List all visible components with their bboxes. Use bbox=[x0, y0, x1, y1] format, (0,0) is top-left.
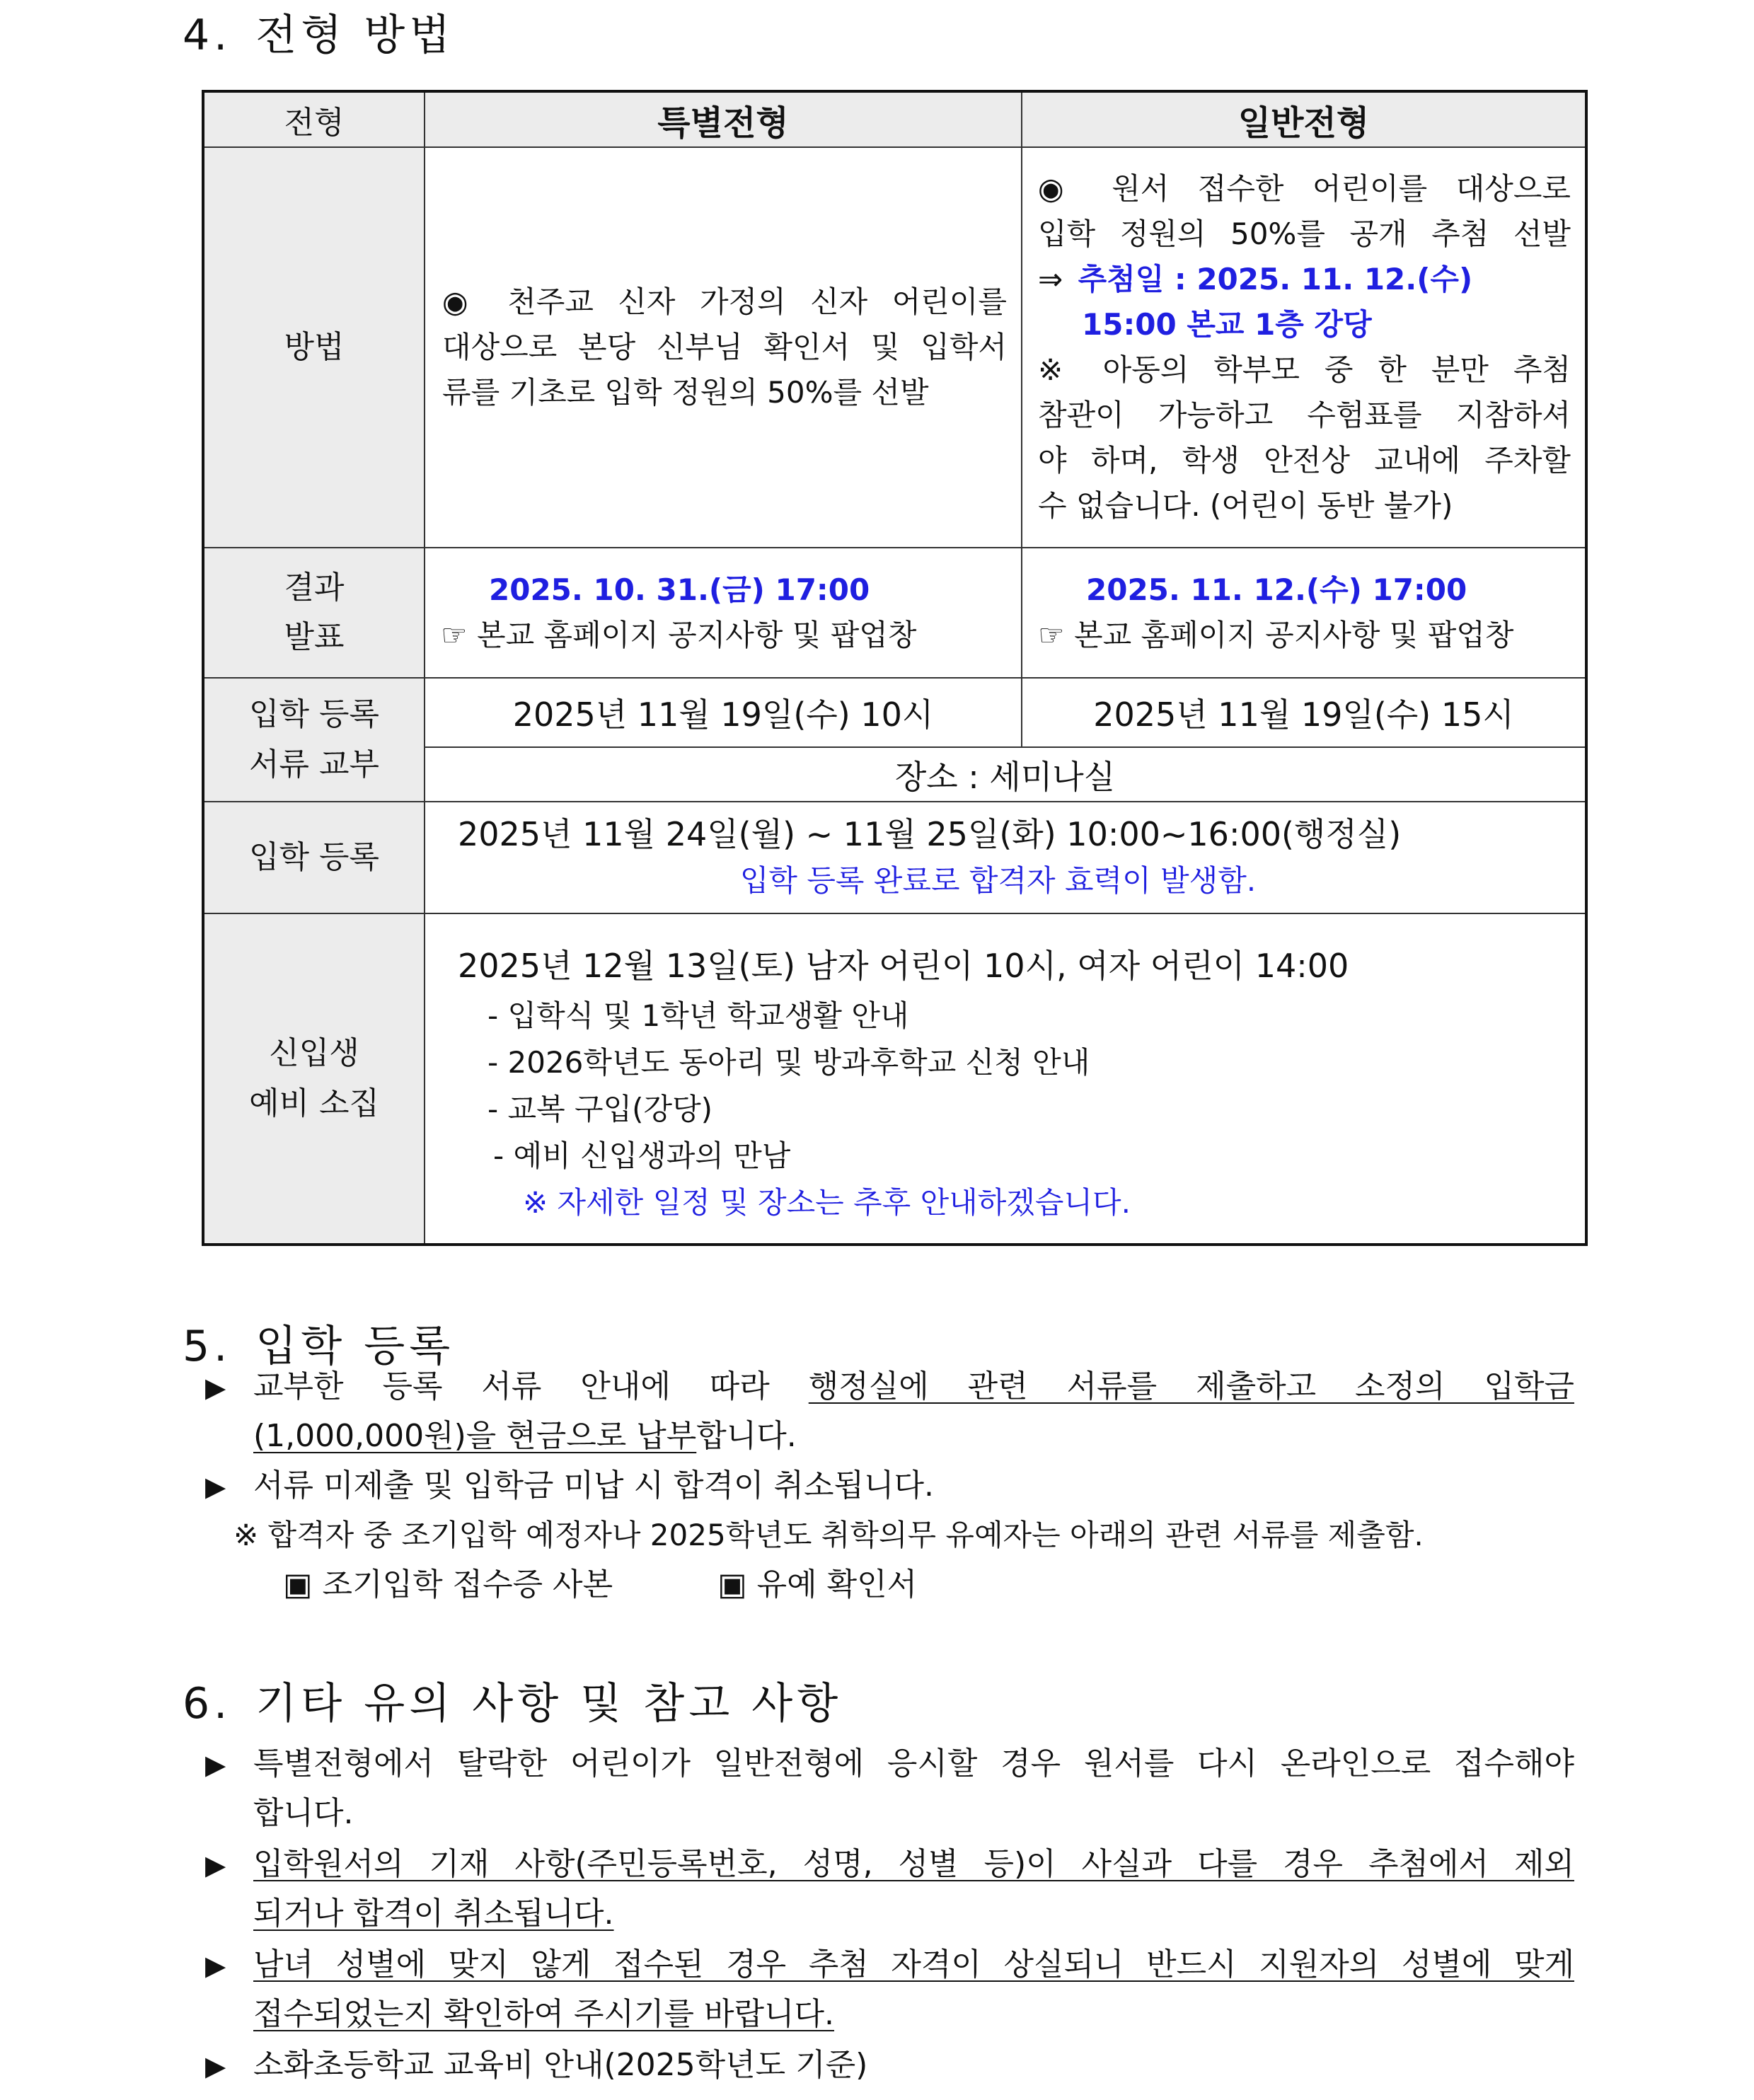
bullet-arrow-icon: ▶ bbox=[205, 2050, 226, 2082]
arrow-symbol: ⇒ bbox=[1038, 262, 1063, 296]
section-4-number: 4. bbox=[183, 11, 232, 60]
header-special: 특별전형 bbox=[425, 91, 1022, 147]
documents-label-line: 서류 교부 bbox=[248, 746, 379, 783]
result-special-date: 2025. 10. 31.(금) 17:00 bbox=[489, 572, 870, 607]
section-6-bullet-2-line-1: 입학원서의 기재 사항(주민등록번호, 성명, 성별 등)이 사실과 다를 경우 추첨에서 제외 bbox=[253, 1846, 1574, 1882]
result-row bbox=[203, 548, 1586, 678]
registration-notice: 입학 등록 완료로 합격자 효력이 발생함. bbox=[739, 863, 1257, 898]
documents-row bbox=[203, 678, 1586, 747]
section-6-bullet-4-text: 소화초등학교 교육비 안내(2025학년도 기준) bbox=[253, 2047, 868, 2083]
method-general-note: 참관이 가능하고 수험표를 지참하셔 bbox=[1038, 398, 1571, 432]
section-5-title-text: 입학 등록 bbox=[255, 1322, 455, 1371]
orientation-item: - 2026학년도 동아리 및 방과후학교 신청 안내 bbox=[487, 1044, 1090, 1080]
section-6-title-text: 기타 유의 사항 및 참고 사항 bbox=[255, 1679, 843, 1729]
method-special-line: 대상으로 본당 신부님 확인서 및 입학서 bbox=[442, 330, 1007, 364]
orientation-row bbox=[203, 913, 1586, 1245]
section-5-docs bbox=[283, 1560, 1652, 1610]
section-4-title-text: 전형 방법 bbox=[255, 11, 455, 60]
section-5-bullet-1-underlined: 행정실에 관련 서류를 제출하고 소정의 입학금 bbox=[808, 1368, 1574, 1404]
result-special-note: ☞ 본교 홈페이지 공지사항 및 팝업창 bbox=[441, 618, 917, 652]
documents-general-time: 2025년 11월 19일(수) 15시 bbox=[1022, 678, 1586, 747]
section-6-bullet-1-line-2: 합니다. bbox=[253, 1795, 354, 1831]
bullet-arrow-icon: ▶ bbox=[205, 1950, 226, 1981]
method-general-line: ◉ 원서 접수한 어린이를 대상으로 bbox=[1038, 171, 1571, 206]
section-6-bullet-3-line-1: 남녀 성별에 맞지 않게 접수된 경우 추첨 자격이 상실되니 반드시 지원자의 성별에 맞게 bbox=[253, 1946, 1574, 1983]
lottery-place: 15:00 본교 1층 강당 bbox=[1082, 307, 1372, 342]
section-4-title bbox=[183, 1, 454, 62]
orientation-label-line: 신입생 bbox=[269, 1035, 359, 1072]
registration-row bbox=[203, 802, 1586, 913]
orientation-notice: ※ 자세한 일정 및 장소는 추후 안내하겠습니다. bbox=[523, 1184, 1131, 1220]
section-6-bullet-3-line-2-wrap bbox=[205, 1990, 1622, 2039]
doc-early-admission: ▣ 조기입학 접수증 사본 bbox=[283, 1567, 613, 1603]
result-label-line: 결과 bbox=[284, 569, 345, 606]
method-special-cell bbox=[425, 147, 1022, 548]
result-general-note: ☞ 본교 홈페이지 공지사항 및 팝업창 bbox=[1038, 618, 1514, 652]
section-6-bullet-3 bbox=[205, 1940, 1574, 1990]
documents-place: 장소 : 세미나실 bbox=[425, 747, 1586, 802]
method-special-line: 류를 기초로 입학 정원의 50%를 선발 bbox=[442, 375, 929, 410]
header-general: 일반전형 bbox=[1022, 91, 1586, 147]
result-label-line: 발표 bbox=[284, 619, 345, 655]
documents-special-time: 2025년 11월 19일(수) 10시 bbox=[425, 678, 1022, 747]
header-track: 전형 bbox=[203, 91, 425, 147]
orientation-cell bbox=[425, 913, 1586, 1245]
section-5-bullet-1-plain-2: 합니다. bbox=[696, 1418, 797, 1454]
orientation-datetime: 2025년 12월 13일(토) 남자 어린이 10시, 여자 어린이 14:00 bbox=[458, 946, 1349, 985]
method-general-note: 야 하며, 학생 안전상 교내에 주차할 bbox=[1038, 443, 1571, 478]
section-6-bullet-2 bbox=[205, 1840, 1574, 1890]
method-general-line: 입학 정원의 50%를 공개 추첨 선발 bbox=[1038, 217, 1571, 251]
result-general-date: 2025. 11. 12.(수) 17:00 bbox=[1086, 572, 1467, 607]
section-6-bullet-2-line-2-wrap bbox=[205, 1889, 1622, 1939]
admission-method-table bbox=[202, 90, 1588, 1246]
lottery-line bbox=[1038, 257, 1571, 302]
orientation-item: - 입학식 및 1학년 학교생활 안내 bbox=[487, 998, 909, 1033]
doc-deferral: ▣ 유예 확인서 bbox=[717, 1567, 918, 1603]
section-5-bullet-1-line-2 bbox=[205, 1412, 1622, 1461]
section-5-bullet-2 bbox=[205, 1461, 1574, 1511]
method-general-note: ※ 아동의 학부모 중 한 분만 추첨 bbox=[1038, 352, 1571, 387]
bullet-arrow-icon: ▶ bbox=[205, 1749, 226, 1780]
registration-label: 입학 등록 bbox=[203, 802, 425, 913]
table-header-row bbox=[203, 91, 1586, 147]
method-general-note: 수 없습니다. (어린이 동반 불가) bbox=[1038, 488, 1453, 523]
section-6-bullet-4 bbox=[205, 2041, 1574, 2091]
bullet-arrow-icon: ▶ bbox=[205, 1471, 226, 1502]
section-5-bullet-1 bbox=[205, 1362, 1574, 1412]
bullet-arrow-icon: ▶ bbox=[205, 1372, 226, 1403]
orientation-label bbox=[203, 913, 425, 1245]
registration-period: 2025년 11월 24일(월) ~ 11월 25일(화) 10:00~16:00(행정실) bbox=[458, 815, 1402, 853]
section-6-bullet-1 bbox=[205, 1739, 1574, 1789]
orientation-item: - 교복 구입(강당) bbox=[487, 1091, 713, 1126]
section-5-number: 5. bbox=[183, 1322, 232, 1371]
section-6-title bbox=[183, 1670, 842, 1731]
section-6-bullet-2-line-2: 되거나 합격이 취소됩니다. bbox=[253, 1896, 614, 1932]
section-6-bullet-3-line-2: 접수되었는지 확인하여 주시기를 바랍니다. bbox=[253, 1996, 835, 2032]
method-label: 방법 bbox=[203, 147, 425, 548]
section-5-note: ※ 합격자 중 조기입학 예정자나 2025학년도 취학의무 유예자는 아래의 관련 서류를 제출함. bbox=[233, 1518, 1424, 1552]
method-special-line: ◉ 천주교 신자 가정의 신자 어린이를 bbox=[442, 284, 1007, 319]
result-general-cell bbox=[1022, 548, 1586, 678]
documents-label bbox=[203, 678, 425, 802]
bullet-arrow-icon: ▶ bbox=[205, 1850, 226, 1881]
registration-cell bbox=[425, 802, 1586, 913]
section-6-bullet-1-line-1: 특별전형에서 탈락한 어린이가 일반전형에 응시할 경우 원서를 다시 온라인으로 접수해야 bbox=[253, 1746, 1574, 1782]
section-5-bullet-1-plain: 교부한 등록 서류 안내에 따라 bbox=[253, 1368, 770, 1404]
result-special-cell bbox=[425, 548, 1022, 678]
method-row bbox=[203, 147, 1586, 548]
orientation-item: - 예비 신입생과의 만남 bbox=[493, 1138, 791, 1173]
result-label bbox=[203, 548, 425, 678]
section-5-bullet-2-text: 서류 미제출 및 입학금 미납 시 합격이 취소됩니다. bbox=[253, 1467, 934, 1504]
section-6-number: 6. bbox=[183, 1679, 232, 1729]
lottery-date: 추첨일 : 2025. 11. 12.(수) bbox=[1078, 262, 1473, 296]
section-5-bullet-1-underlined-2: (1,000,000원)을 현금으로 납부 bbox=[253, 1418, 697, 1454]
documents-label-line: 입학 등록 bbox=[248, 696, 379, 733]
section-5-bullet-1-line-1 bbox=[253, 1362, 1574, 1412]
method-general-cell bbox=[1022, 147, 1586, 548]
orientation-label-line: 예비 소집 bbox=[248, 1085, 379, 1121]
